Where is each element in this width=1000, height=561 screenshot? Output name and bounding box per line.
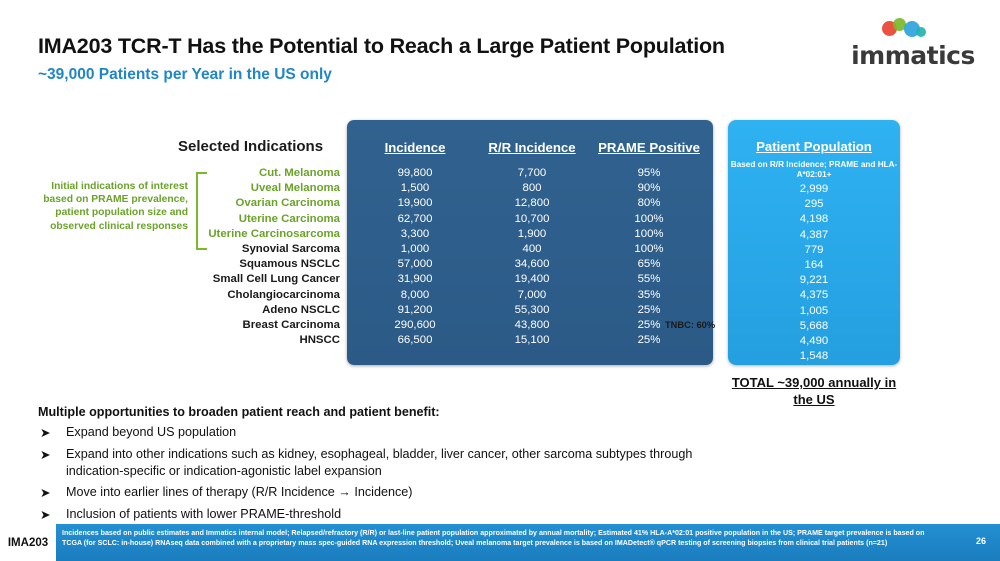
footer-page-number: 26 (975, 536, 986, 546)
list-item: Cut. Melanoma (258, 167, 340, 179)
list-item-label: Expand beyond US population (66, 425, 237, 439)
table-cell: 31,900 (397, 273, 433, 286)
bullet-list (38, 424, 738, 527)
table-cell: 290,600 (394, 319, 436, 332)
bullets-heading: Multiple opportunities to broaden patient reach and patient benefit: (38, 405, 440, 419)
list-item: Breast Carcinoma (242, 319, 340, 332)
list-item: Adeno NSCLC (262, 303, 340, 316)
list-item: Ovarian Carcinoma (235, 197, 340, 210)
list-item (38, 484, 738, 501)
table-cell: 12,800 (514, 197, 550, 210)
list-item: Cholangiocarcinoma (227, 288, 340, 301)
patient-population-panel (728, 120, 900, 365)
column-values-incidence (363, 166, 467, 348)
column-header-rr-incidence: R/R Incidence (488, 140, 576, 155)
table-cell: 1,005 (799, 304, 829, 317)
arrow-bullet-icon: ➤ (40, 506, 51, 522)
table-cell: 35% (637, 288, 661, 301)
table-cell: 2,999 (799, 183, 829, 195)
logo-wordmark: immatics (851, 41, 975, 70)
table-cell: 4,375 (799, 289, 829, 302)
table-cell: 62,700 (397, 212, 433, 225)
table-cell: 4,198 (799, 213, 829, 226)
list-item: Small Cell Lung Cancer (212, 273, 340, 286)
list-item: Uterine Carcinoma (238, 212, 340, 225)
column-header-incidence: Incidence (384, 140, 446, 155)
list-item-label: Move into earlier lines of therapy (R/R Incidence → Incidence) (66, 485, 413, 499)
list-item-label: Expand into other indications such as kidney, esophageal, bladder, liver cancer, other sarcoma subtypes through indication-specific or indication-agonistic label expansion (66, 446, 693, 478)
table-cell: 25% (637, 303, 661, 316)
incidence-table-panel (347, 120, 716, 365)
table-cell: 8,000 (400, 288, 430, 301)
selected-indications-label: Selected Indications (178, 138, 324, 155)
table-cell: 100% (634, 227, 664, 240)
patient-population-subtitle: Based on R/R Incidence; PRAME and HLA-A*02:01+ (730, 160, 898, 179)
table-cell: 95% (637, 167, 661, 179)
table-cell: 19,400 (514, 273, 550, 286)
table-cell: 3,300 (400, 227, 430, 240)
table-cell: 7,000 (517, 288, 547, 301)
table-cell: 99,800 (397, 167, 433, 179)
company-logo (848, 18, 978, 70)
footer-footnote: Incidences based on public estimates and Immatics internal model; Relapsed/refractory (R/R) or last-line patient population approximated by annual mortality; Estimated 41% HLA-A*02:01 positive population in the US; PRAME target prevalence is based on TCGA (for SCLC: in-house) RNAseq data combined with a proprietary mass spec-guided RNA expression threshold; Uveal melanoma target prevalence is based on IMADetect® qPCR testing of screening biopsies from clinical trial patients (n=21) (62, 529, 925, 547)
table-cell: 400 (522, 243, 542, 256)
page-title: IMA203 TCR-T Has the Potential to Reach a Large Patient Population (38, 34, 725, 58)
arrow-bullet-icon: ➤ (40, 425, 51, 440)
list-item: HNSCC (299, 334, 340, 347)
patient-population-title: Patient Population (756, 139, 872, 154)
list-item-label: Inclusion of patients with lower PRAME-threshold (66, 506, 342, 521)
list-item: Uveal Melanoma (250, 182, 340, 195)
table-cell: 4,490 (799, 335, 829, 348)
table-cell: 90% (637, 182, 661, 195)
table-cell: 100% (634, 243, 664, 256)
table-cell: 55,300 (514, 303, 550, 316)
list-item: Squamous NSCLC (239, 258, 340, 271)
table-cell: 1,500 (400, 182, 430, 195)
table-cell: 80% (637, 197, 661, 210)
logo-dot-teal-icon (916, 27, 926, 37)
list-item: Synovial Sarcoma (241, 243, 340, 256)
table-cell: 779 (804, 243, 824, 256)
page-subtitle: ~39,000 Patients per Year in the US only (38, 66, 332, 83)
list-item (38, 506, 738, 523)
table-cell: 66,500 (397, 334, 433, 347)
table-cell: 10,700 (514, 212, 550, 225)
tnbc-annotation: TNBC: 60% (665, 320, 716, 330)
table-cell: 57,000 (397, 258, 433, 271)
table-cell: 1,548 (799, 350, 829, 363)
table-cell: 100% (634, 212, 664, 225)
table-cell: 1,000 (400, 243, 430, 256)
list-item (38, 424, 738, 441)
table-cell: 9,221 (799, 274, 829, 287)
arrow-bullet-icon: ➤ (40, 446, 51, 462)
table-cell: 4,387 (799, 228, 829, 241)
table-cell: 7,700 (517, 167, 547, 179)
indication-name-list (120, 166, 340, 348)
column-values-rr-incidence (477, 166, 587, 348)
table-cell: 15,100 (514, 334, 550, 347)
table-cell: 34,600 (514, 258, 550, 271)
table-cell: 65% (637, 258, 661, 271)
table-cell: 295 (804, 198, 824, 211)
arrow-bullet-icon: ➤ (40, 485, 51, 500)
table-cell: 19,900 (397, 197, 433, 210)
footer-program-tag: IMA203 (0, 524, 56, 561)
column-header-prame-positive: PRAME Positive (598, 140, 700, 155)
slide-footer (0, 524, 1000, 561)
patient-population-total: TOTAL ~39,000 annually in the US (731, 375, 897, 407)
table-cell: 25% (637, 334, 661, 347)
table-cell: 91,200 (397, 303, 433, 316)
table-cell: 164 (804, 259, 824, 272)
patient-population-values (728, 182, 900, 364)
table-cell: 25% (637, 319, 661, 332)
list-item: Uterine Carcinosarcoma (208, 227, 340, 240)
initial-indications-note: Initial indications of interest based on PRAME prevalence, patient population size and observed clinical responses (43, 181, 188, 232)
table-cell: 1,900 (517, 227, 547, 240)
table-cell: 800 (522, 182, 542, 195)
table-cell: 55% (637, 273, 661, 286)
table-cell: 43,800 (514, 319, 550, 332)
logo-dots-icon (882, 18, 978, 40)
table-cell: 5,668 (799, 319, 829, 332)
list-item (38, 446, 738, 480)
